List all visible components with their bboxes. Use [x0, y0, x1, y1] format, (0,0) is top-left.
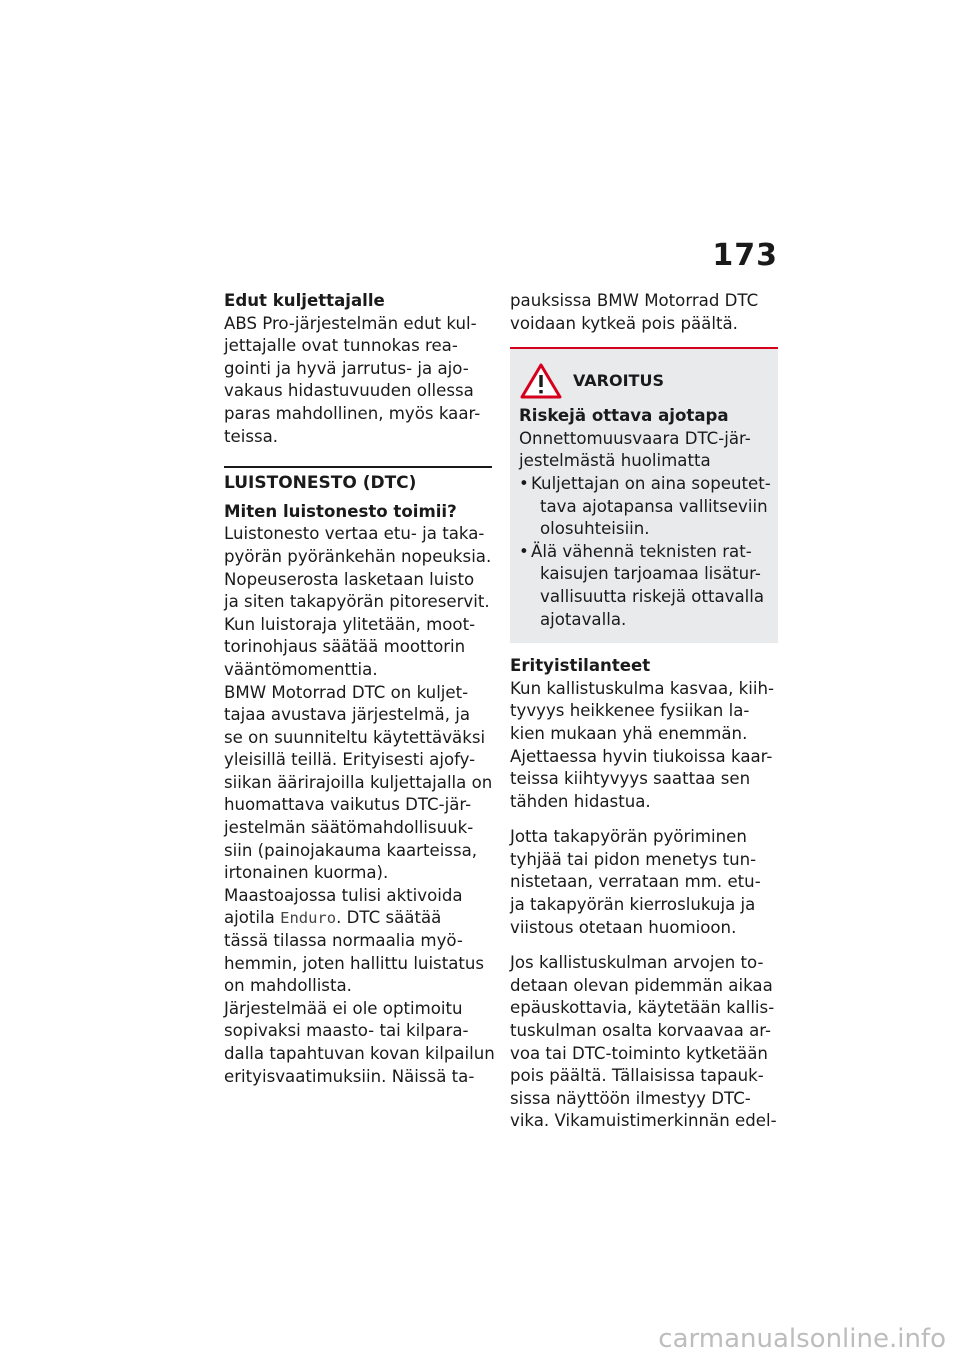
section-title-dtc: LUISTONESTO (DTC)	[224, 466, 492, 495]
paragraph-wheel-spin: Jotta takapyörän pyöriminen tyhjää tai pidon menetys tun- nistetaan, verrataan mm. etu- ja takapyörän kierroslukuja ja viistous otetaan huomioon.	[510, 827, 761, 937]
warning-header	[519, 361, 768, 401]
watermark-text: carmanualsonline.info	[658, 1324, 946, 1354]
paragraph-offroad-mode: Maastoajossa tulisi aktivoida ajotila Enduro. DTC säätää tässä tilassa normaalia myö- hemmin, joten hallittu luistatus on mahdollista.	[224, 885, 485, 996]
bullet-dot: •	[519, 473, 529, 493]
paragraph-implausible-values: Jos kallistuskulman arvojen to- detaan olevan pidemmän aikaa epäuskottavia, käytetään kallis- tuskulman osalta korvaavaa ar- voa tai DTC-toiminto kytketään pois päältä. Tällaisissa tapauk- sissa näyttöön ilmestyy DTC- vika. Vikamuistimerkinnän edel-	[510, 953, 777, 1131]
heading-special-situations: Erityistilanteet	[510, 656, 651, 676]
paragraph-lean-angle: Kun kallistuskulma kasvaa, kiih- tyvyys heikkenee fysiikan la- kien mukaan yhä enemmän. Ajettaessa hyvin tiukoissa kaar- teissa kiihtyvyys saattaa sen tähden hidastua.	[510, 678, 775, 811]
warning-bullet: • Kuljettajan on aina sopeutet- tava ajotapansa vallitseviin olosuhteisiin.	[519, 473, 768, 541]
warning-risk-title: Riskejä ottava ajotapa	[519, 406, 729, 426]
warning-label: VAROITUS	[573, 370, 664, 390]
left-column	[224, 290, 495, 1088]
paragraph-dtc-principle: Luistonesto vertaa etu- ja taka- pyörän pyöränkehän nopeuksia. Nopeuserosta lasketaan luisto ja siten takapyörän pitoreservit. Kun luistoraja ylitetään, moot- torinohjaus säätää moottorin vääntömomenttia.	[224, 524, 492, 679]
warning-risk-text: Onnettomuusvaara DTC-jär- jestelmästä huolimatta	[519, 428, 751, 471]
paragraph-abs-benefits: ABS Pro-järjestelmän edut kul- jettajalle ovat tunnokas rea- gointi ja hyvä jarrutus- ja ajo- vakaus hidastuvuuden ollessa paras mahdollinen, myös kaar- teissa.	[224, 313, 481, 446]
heading-driver-benefits: Edut kuljettajalle	[224, 291, 385, 310]
warning-triangle-icon	[519, 362, 563, 400]
warning-bullet: • Älä vähennä teknisten rat- kaisujen tarjoamaa lisätur- vallisuutta riskejä ottavalla ajotavalla.	[519, 541, 768, 631]
paragraph-dtc-assist: BMW Motorrad DTC on kuljet- tajaa avustava järjestelmä, ja se on suunniteltu käytettäväksi yleisillä teillä. Erityisesti ajofy- siikan äärirajoilla kuljettajalla on huomattava vaikutus DTC-jär- jestelmän säätömahdollisuuk- siin (painojakauma kaarteissa, irtonainen kuorma).	[224, 682, 493, 883]
paragraph-not-optimized: Järjestelmää ei ole optimoitu sopivaksi maasto- tai kilpara- dalla tapahtuvan kovan kilpailun erityisvaatimuksiin. Näissä ta-	[224, 998, 495, 1086]
heading-how-dtc-works: Miten luistonesto toimii?	[224, 501, 457, 521]
right-column	[510, 290, 778, 1133]
page-number: 173	[712, 238, 778, 273]
warning-box	[510, 347, 778, 643]
riding-mode-enduro: Enduro	[280, 909, 337, 928]
paragraph-continued: pauksissa BMW Motorrad DTC voidaan kytkeä pois päältä.	[510, 291, 759, 333]
bullet-dot: •	[519, 541, 529, 561]
